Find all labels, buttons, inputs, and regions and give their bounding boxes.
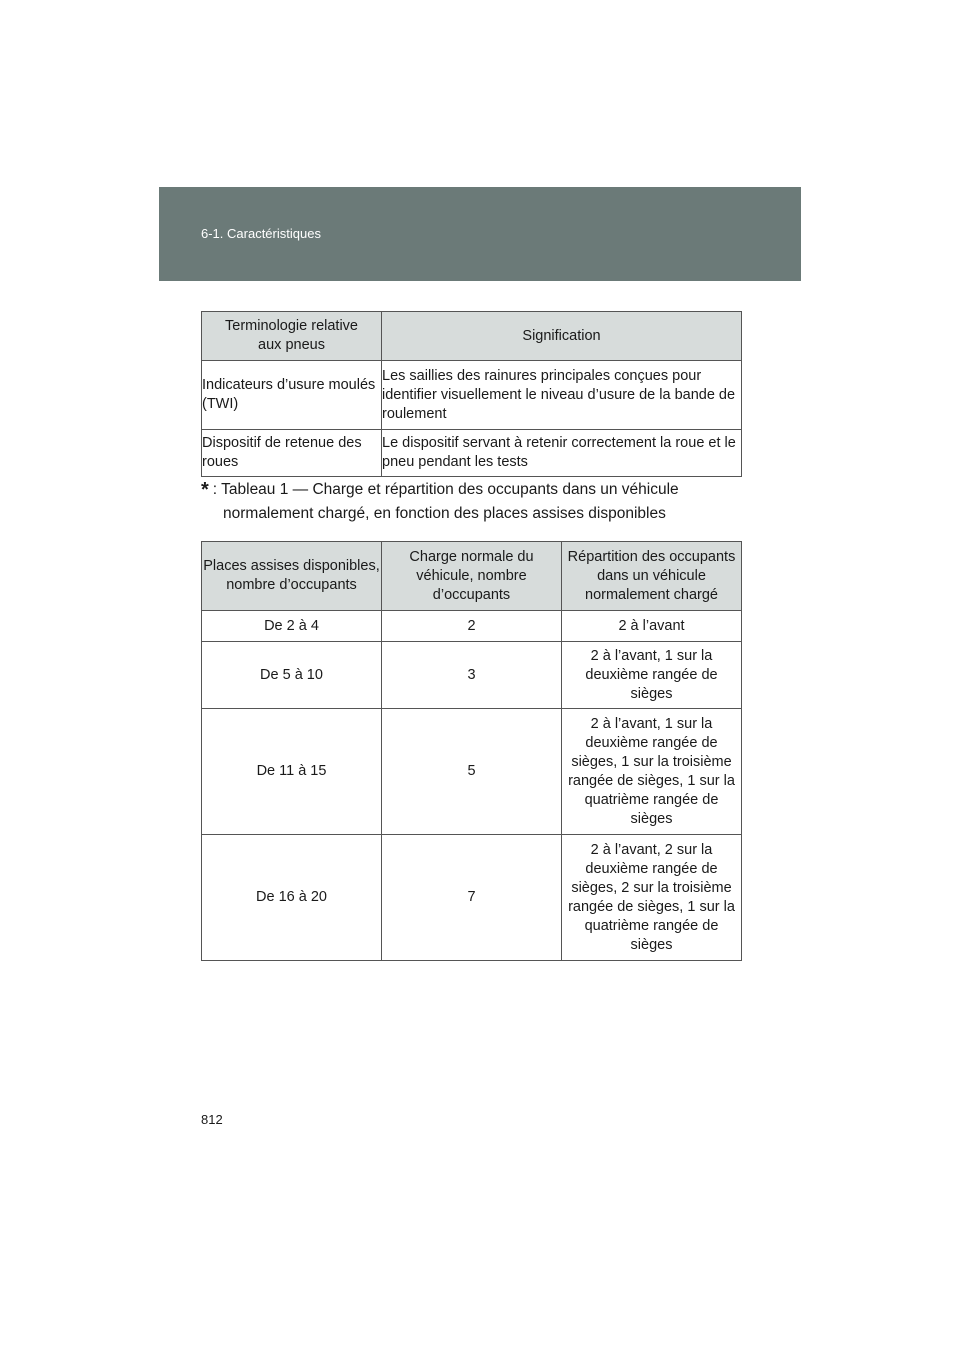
footnote-marker: * bbox=[201, 479, 209, 501]
load-cell: 2 bbox=[382, 611, 562, 642]
term-cell: Dispositif de retenue des roues bbox=[202, 430, 382, 477]
footnote-line bbox=[201, 478, 741, 502]
column-header: Signification bbox=[382, 312, 742, 361]
column-header: Places assises disponibles, nombre d’occupants bbox=[202, 542, 382, 611]
seating-cell: De 11 à 15 bbox=[202, 709, 382, 835]
table-row bbox=[202, 611, 742, 642]
distribution-cell: 2 à l’avant, 2 sur la deuxième rangée de sièges, 2 sur la troisième rangée de sièges, 1 sur la quatrième rangée de sièges bbox=[562, 835, 742, 961]
footnote-text: : Tableau 1 — Charge et répartition des occupants dans un véhicule bbox=[212, 481, 679, 498]
table-row bbox=[202, 835, 742, 961]
column-header: Terminologie relative aux pneus bbox=[202, 312, 382, 361]
seating-cell: De 16 à 20 bbox=[202, 835, 382, 961]
meaning-cell: Les saillies des rainures principales conçues pour identifier visuellement le niveau d’usure de la bande de roulement bbox=[382, 361, 742, 430]
table-row bbox=[202, 430, 742, 477]
section-title: 6-1. Caractéristiques bbox=[201, 226, 321, 241]
load-cell: 5 bbox=[382, 709, 562, 835]
distribution-cell: 2 à l’avant, 1 sur la deuxième rangée de sièges, 1 sur la troisième rangée de sièges, 1 sur la quatrième rangée de sièges bbox=[562, 709, 742, 835]
load-cell: 3 bbox=[382, 642, 562, 709]
table-row bbox=[202, 642, 742, 709]
load-cell: 7 bbox=[382, 835, 562, 961]
distribution-cell: 2 à l’avant bbox=[562, 611, 742, 642]
seating-cell: De 5 à 10 bbox=[202, 642, 382, 709]
tire-terminology-table bbox=[201, 311, 742, 477]
occupant-load-table bbox=[201, 541, 742, 961]
table-header-row bbox=[202, 312, 742, 361]
distribution-cell: 2 à l’avant, 1 sur la deuxième rangée de sièges bbox=[562, 642, 742, 709]
column-header: Charge normale du véhicule, nombre d’occupants bbox=[382, 542, 562, 611]
table-header-row bbox=[202, 542, 742, 611]
seating-cell: De 2 à 4 bbox=[202, 611, 382, 642]
column-header: Répartition des occupants dans un véhicule normalement chargé bbox=[562, 542, 742, 611]
footnote-continuation: normalement chargé, en fonction des places assises disponibles bbox=[223, 505, 666, 522]
term-cell: Indicateurs d’usure moulés (TWI) bbox=[202, 361, 382, 430]
table-row bbox=[202, 361, 742, 430]
table-row bbox=[202, 709, 742, 835]
page-number: 812 bbox=[201, 1112, 223, 1127]
meaning-cell: Le dispositif servant à retenir correctement la roue et le pneu pendant les tests bbox=[382, 430, 742, 477]
footnote bbox=[201, 478, 741, 526]
